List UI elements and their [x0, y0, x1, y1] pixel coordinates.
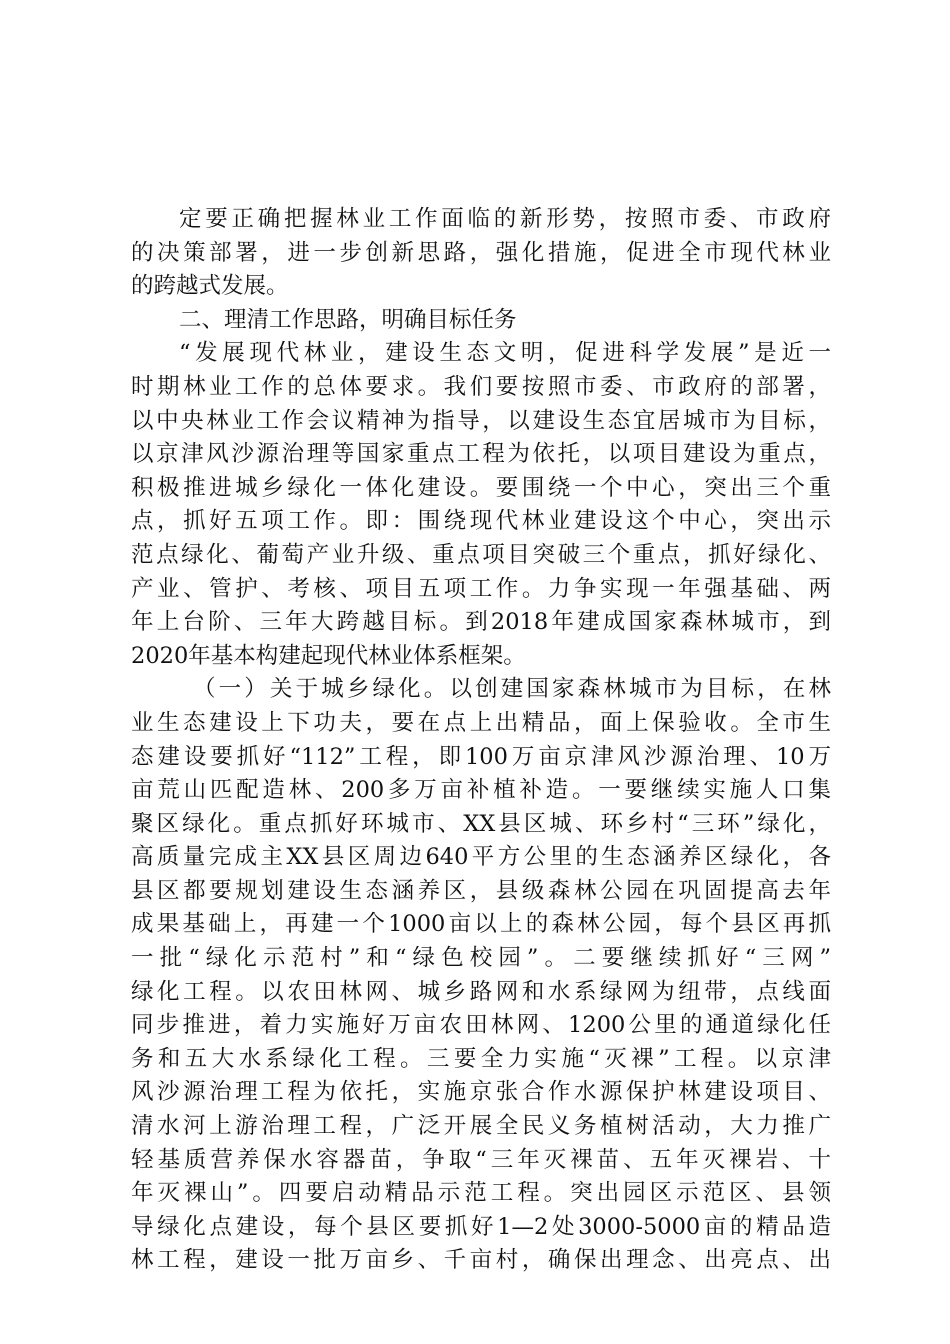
paragraph-line: 聚区绿化。重点抓好环城市、XX县区城、环乡村“三环”绿化， [131, 810, 831, 837]
paragraph-line: 以中央林业工作会议精神为指导，以建设生态宜居城市为目标， [131, 407, 831, 434]
paragraph-line: 年灭裸山”。四要启动精品示范工程。突出园区示范区、县领 [131, 1180, 831, 1207]
paragraph-line: 一批“绿化示范村”和“绿色校园”。二要继续抓好“三网” [131, 945, 831, 972]
paragraph-line: “发展现代林业，建设生态文明，促进科学发展”是近一 [179, 340, 831, 367]
paragraph-line: 林工程，建设一批万亩乡、千亩村，确保出理念、出亮点、出 [131, 1247, 831, 1274]
paragraph-line: 2020年基本构建起现代林业体系框架。 [131, 642, 526, 669]
paragraph-line: 年上台阶、三年大跨越目标。到2018年建成国家森林城市，到 [131, 609, 831, 636]
paragraph-line: 成果基础上，再建一个1000亩以上的森林公园，每个县区再抓 [131, 911, 831, 938]
paragraph-line: 清水河上游治理工程，广泛开展全民义务植树活动，大力推广 [131, 1113, 831, 1140]
paragraph-line: 绿化工程。以农田林网、城乡路网和水系绿网为纽带，点线面 [131, 978, 831, 1005]
paragraph-line: 范点绿化、葡萄产业升级、重点项目突破三个重点，抓好绿化、 [131, 541, 831, 568]
paragraph-line: 风沙源治理工程为依托，实施京张合作水源保护林建设项目、 [131, 1079, 831, 1106]
paragraph-line: 以京津风沙源治理等国家重点工程为依托，以项目建设为重点， [131, 441, 831, 468]
paragraph-line: 导绿化点建设，每个县区要抓好1—2处3000-5000亩的精品造 [131, 1213, 831, 1240]
paragraph-line: 态建设要抓好“112”工程，即100万亩京津风沙源治理、10万 [131, 743, 831, 770]
paragraph-line: 高质量完成主XX县区周边640平方公里的生态涵养区绿化，各 [131, 844, 831, 871]
paragraph-line: 业生态建设上下功夫，要在点上出精品，面上保验收。全市生 [131, 709, 831, 736]
paragraph-line: 点，抓好五项工作。即：围绕现代林业建设这个中心，突出示 [131, 508, 831, 535]
paragraph-line: 积极推进城乡绿化一体化建设。要围绕一个中心，突出三个重 [131, 474, 831, 501]
document-body [131, 203, 831, 1278]
section-heading: 二、理清工作思路，明确目标任务 [179, 306, 517, 333]
subsection-line: （一）关于城乡绿化。以创建国家森林城市为目标，在林 [193, 676, 831, 703]
paragraph-line: 时期林业工作的总体要求。我们要按照市委、市政府的部署， [131, 373, 831, 400]
paragraph-line: 产业、管护、考核、项目五项工作。力争实现一年强基础、两 [131, 575, 831, 602]
paragraph-line: 的决策部署，进一步创新思路，强化措施，促进全市现代林业 [131, 239, 831, 266]
paragraph-line: 的跨越式发展。 [131, 273, 289, 300]
paragraph-line: 轻基质营养保水容器苗，争取“三年灭裸苗、五年灭裸岩、十 [131, 1146, 831, 1173]
paragraph-line: 县区都要规划建设生态涵养区，县级森林公园在巩固提高去年 [131, 877, 831, 904]
paragraph-line: 定要正确把握林业工作面临的新形势，按照市委、市政府 [179, 206, 831, 232]
paragraph-line: 亩荒山匹配造林、200多万亩补植补造。一要继续实施人口集 [131, 777, 831, 804]
paragraph-line: 同步推进，着力实施好万亩农田林网、1200公里的通道绿化任 [131, 1012, 831, 1039]
paragraph-line: 务和五大水系绿化工程。三要全力实施“灭裸”工程。以京津 [131, 1045, 831, 1072]
